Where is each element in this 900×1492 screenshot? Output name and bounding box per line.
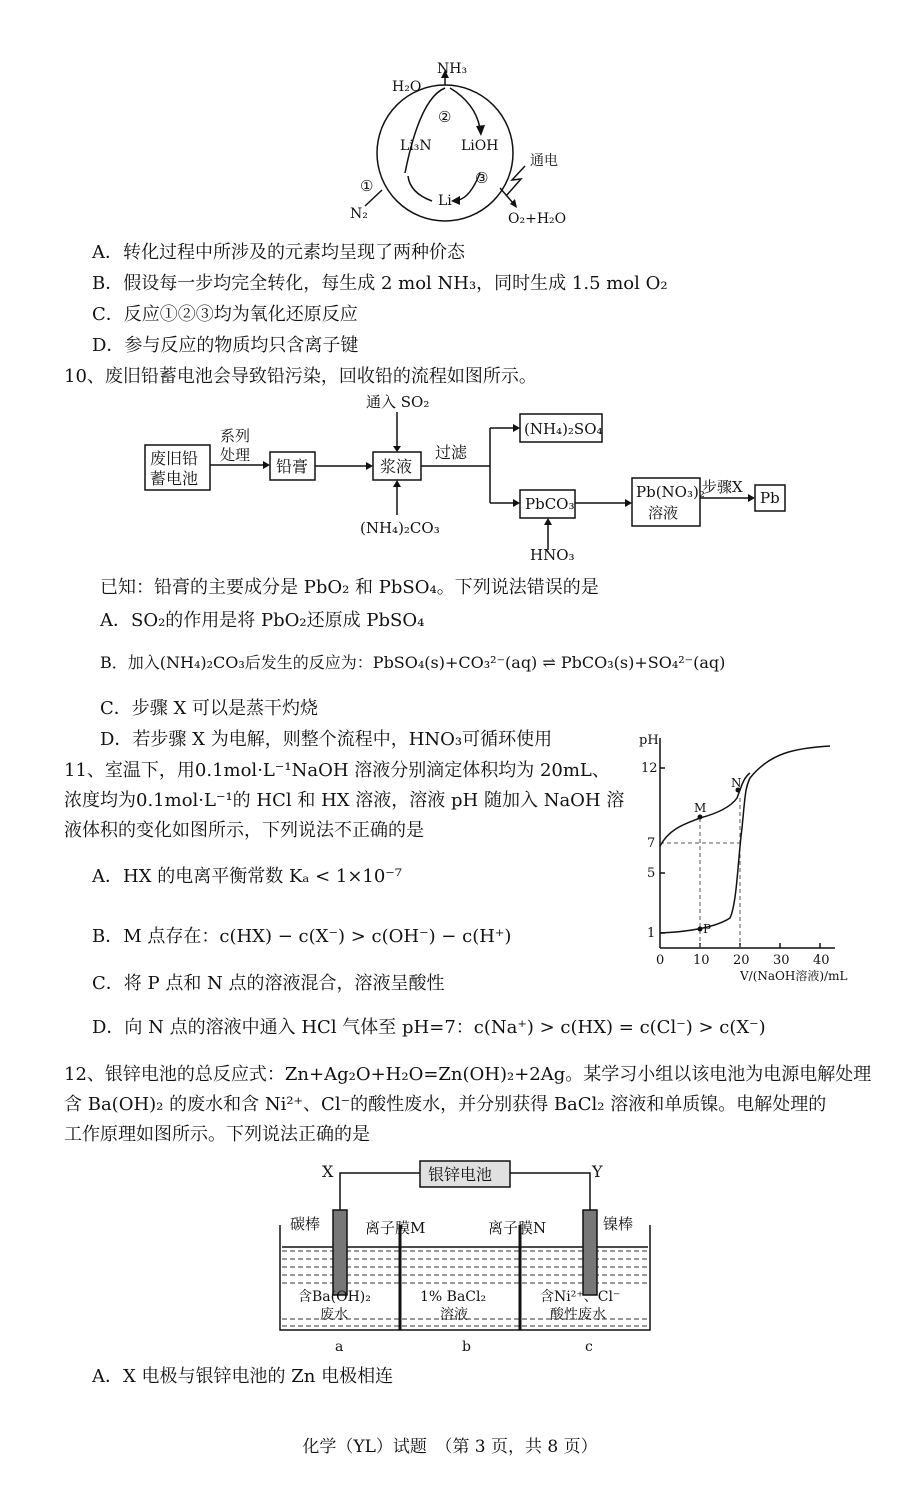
cell-label-c: c (585, 1339, 593, 1355)
flow-nh4co3: (NH₄)₂CO₃ (360, 519, 440, 537)
flow-slurry: 浆液 (380, 457, 413, 476)
flow-hno3: HNO₃ (530, 546, 575, 560)
q9-option-d: D．参与反应的物质均只含离子键 (92, 335, 359, 356)
q12-electrolysis-cell (270, 1155, 670, 1360)
q11-stem-2: 浓度均为0.1mol·L⁻¹的 HCl 和 HX 溶液，溶液 pH 随加入 NaOH 溶 (64, 790, 625, 811)
cell-b-1: 1% BaCl₂ (420, 1289, 487, 1305)
cell-c-1: 含Ni²⁺、Cl⁻ (540, 1289, 621, 1305)
step1-label: ① (360, 177, 374, 195)
flow-paste: 铅膏 (276, 457, 309, 476)
q11-option-b: B．M 点存在：c(HX) − c(X⁻) > c(OH⁻) − c(H⁺) (92, 926, 512, 947)
q12-option-a: A．X 电极与银锌电池的 Zn 电极相连 (92, 1366, 394, 1387)
lioh-label: LiOH (461, 138, 499, 154)
point-p: P (703, 922, 712, 936)
flow-stepx: 步骤X (702, 478, 743, 496)
q9-option-b: B．假设每一步均完全转化，每生成 2 mol NH₃，同时生成 1.5 mol O₂ (92, 273, 668, 294)
cell-a-2: 废水 (320, 1307, 348, 1323)
cell-membrane-n: 离子膜N (488, 1219, 547, 1237)
cell-c-2: 酸性废水 (550, 1307, 606, 1323)
page-footer: 化学（YL）试题 （第 3 页，共 8 页） (302, 1437, 598, 1457)
q10-flow-diagram (130, 390, 810, 560)
q11-option-a: A．HX 的电离平衡常数 Kₐ < 1×10⁻⁷ (92, 866, 403, 887)
point-n: N (731, 776, 742, 790)
q12-stem-3: 工作原理如图所示。下列说法正确的是 (64, 1124, 370, 1145)
flow-battery-1: 废旧铅 (150, 449, 199, 468)
q10-option-b: B．加入(NH₄)₂CO₃后发生的反应为：PbSO₄(s)+CO₃²⁻(aq) ⇌ PbCO₃(s)+SO₄²⁻(aq) (100, 653, 726, 672)
cell-membrane-m: 离子膜M (365, 1219, 426, 1237)
q9-cycle-diagram (330, 58, 590, 233)
flow-so2-in: 通入 SO₂ (366, 393, 430, 411)
ytick-12: 12 (641, 761, 658, 776)
li3n-label: Li₃N (400, 138, 432, 154)
flow-pbno3-2: 溶液 (648, 504, 679, 522)
electrify-label: 通电 (530, 153, 558, 169)
xtick-40: 40 (813, 953, 830, 968)
li-label: Li (438, 193, 452, 209)
q10-option-a: A．SO₂的作用是将 PbO₂还原成 PbSO₄ (100, 610, 425, 631)
q10-known: 已知：铅膏的主要成分是 PbO₂ 和 PbSO₄。下列说法错误的是 (100, 577, 599, 598)
q12-stem-2: 含 Ba(OH)₂ 的废水和含 Ni²⁺、Cl⁻的酸性废水，并分别获得 BaCl₂ 溶液和单质镍。电解处理的 (64, 1094, 827, 1115)
cell-b-2: 溶液 (440, 1307, 468, 1323)
chart-xlabel: V/(NaOH溶液)/mL (740, 969, 848, 983)
flow-filter: 过滤 (435, 443, 468, 462)
ytick-5: 5 (647, 866, 656, 881)
q11-stem-3: 液体积的变化如图所示，下列说法不正确的是 (64, 820, 424, 841)
q9-option-c: C．反应①②③均为氧化还原反应 (92, 304, 358, 325)
flow-pbco3: PbCO₃ (525, 495, 575, 513)
q10-stem: 10、废旧铅蓄电池会导致铅污染，回收铅的流程如图所示。 (64, 366, 537, 387)
cell-carbon: 碳棒 (290, 1215, 321, 1233)
flow-nh4so4: (NH₄)₂SO₄ (524, 420, 603, 438)
chart-ylabel: pH (639, 733, 659, 748)
h2o-label: H₂O (392, 79, 422, 95)
xtick-20: 20 (733, 953, 750, 968)
q10-option-d: D．若步骤 X 为电解，则整个流程中，HNO₃可循环使用 (100, 729, 553, 750)
cell-y: Y (592, 1162, 603, 1181)
cell-label-a: a (335, 1339, 344, 1355)
n2-label: N₂ (350, 206, 368, 222)
cell-battery: 银锌电池 (428, 1165, 493, 1184)
flow-pb: Pb (760, 489, 780, 507)
xtick-0: 0 (656, 953, 665, 968)
xtick-30: 30 (773, 953, 790, 968)
cell-x: X (322, 1162, 334, 1181)
flow-series-2: 处理 (220, 446, 251, 464)
q11-option-d: D．向 N 点的溶液中通入 HCl 气体至 pH=7：c(Na⁺) > c(HX) = c(Cl⁻) > c(X⁻) (92, 1017, 766, 1038)
q11-titration-chart (625, 728, 875, 988)
xtick-10: 10 (693, 953, 710, 968)
step3-label: ③ (475, 169, 489, 187)
nh3-label: NH₃ (437, 61, 468, 77)
flow-pbno3-1: Pb(NO₃)₂ (636, 483, 705, 501)
cell-label-b: b (462, 1339, 471, 1355)
q11-option-c: C．将 P 点和 N 点的溶液混合，溶液呈酸性 (92, 973, 445, 994)
cell-nickel: 镍棒 (603, 1215, 634, 1233)
ytick-7: 7 (647, 836, 656, 851)
q9-option-a: A．转化过程中所涉及的元素均呈现了两种价态 (92, 242, 465, 263)
cell-a-1: 含Ba(OH)₂ (298, 1289, 371, 1305)
q11-stem-1: 11、室温下，用0.1mol·L⁻¹NaOH 溶液分别滴定体积均为 20mL、 (64, 760, 610, 781)
point-m: M (694, 801, 707, 815)
q10-option-c: C．步骤 X 可以是蒸干灼烧 (100, 698, 319, 719)
flow-series-1: 系列 (220, 427, 251, 445)
o2h2o-label: O₂+H₂O (508, 211, 567, 227)
step2-label: ② (438, 108, 452, 126)
flow-battery-2: 蓄电池 (150, 469, 199, 488)
q12-stem-1: 12、银锌电池的总反应式：Zn+Ag₂O+H₂O=Zn(OH)₂+2Ag。某学习小组以该电池为电源电解处理 (64, 1064, 872, 1085)
ytick-1: 1 (647, 926, 656, 941)
